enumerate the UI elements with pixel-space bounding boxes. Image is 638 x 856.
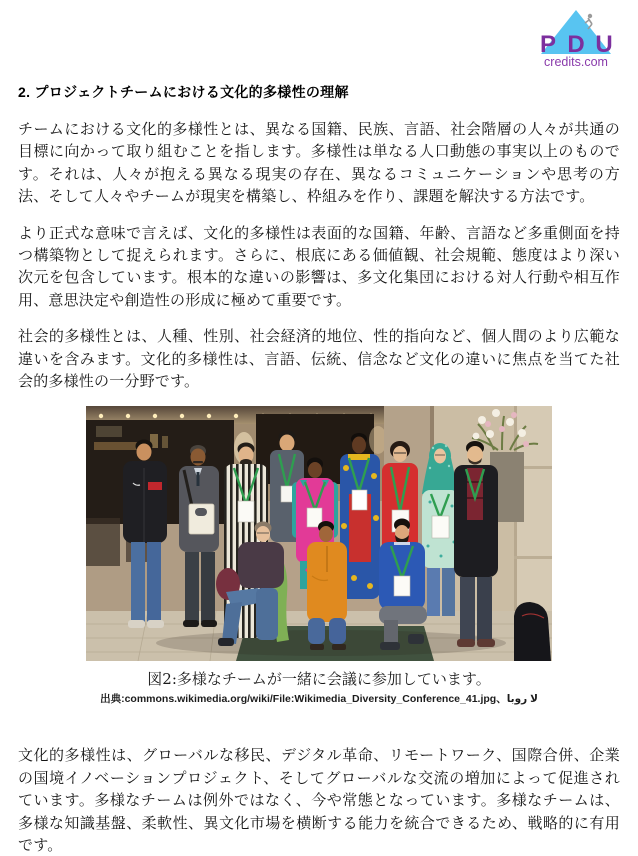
section-heading: 2. プロジェクトチームにおける文化的多様性の理解 [18,84,349,100]
document-content [0,82,638,856]
body-paragraph-1: チームにおける文化的多様性とは、異なる国籍、民族、言語、社会階層の人々が共通の目標に向かって取り組むことを指します。多様性は単なる人口動態の事実以上のものです。それは、人々が抱える異なる現実の存在、異なるコミュニケーションや思考の方法、そして人々やチームが現実を構築し、枠組みを作り、課題を解決する方法です。 [18,120,620,206]
logo-letter-p: P [539,31,557,58]
figure-source: 出典:commons.wikimedia.org/wiki/File:Wikimedia_Diversity_Conference_41.jpg、لا روبا [100,693,538,706]
pdu-credits-logo[interactable] [526,8,626,70]
figure-caption: 図2:多様なチームが一緒に会議に参加しています。 [147,670,491,689]
logo-letter-d: D [567,31,585,58]
backpack [514,602,551,661]
figure-2 [86,406,552,706]
person-figure [179,445,219,627]
logo-domain: credits.com [544,55,608,69]
body-paragraph-3: 社会的多様性とは、人種、性別、社会経済的地位、性的指向など、個人間のより広範な違いを含みます。文化的多様性は、言語、伝統、信念など文化の違いに焦点を当てた社会的多様性の一分野です。 [18,327,620,391]
conference-group-photo [86,406,552,661]
pdu-logo-graphic [526,8,626,70]
closing-paragraph: 文化的多様性は、グローバルな移民、デジタル革命、リモートワーク、国際合併、企業の国境イノベーションプロジェクト、そしてグローバルな交流の増加によって促進されています。多様なチームは例外ではなく、今や常態となっています。多様なチームは、多様な知識基盤、柔軟性、異文化市場を横断する能力を統合できるため、戦略的に有用です。 [18,746,620,855]
body-paragraph-2: より正式な意味で言えば、文化的多様性は表面的な国籍、年齢、言語など多重側面を持つ構築物として捉えられます。さらに、根底にある価値観、社会規範、態度はより深い次元を包含しています。根本的な違いの影響は、多文化集団における対人行動や相互作用、意思決定や創造性の形成に極めて重要です。 [18,223,620,309]
logo-letter-u: U [595,31,613,58]
